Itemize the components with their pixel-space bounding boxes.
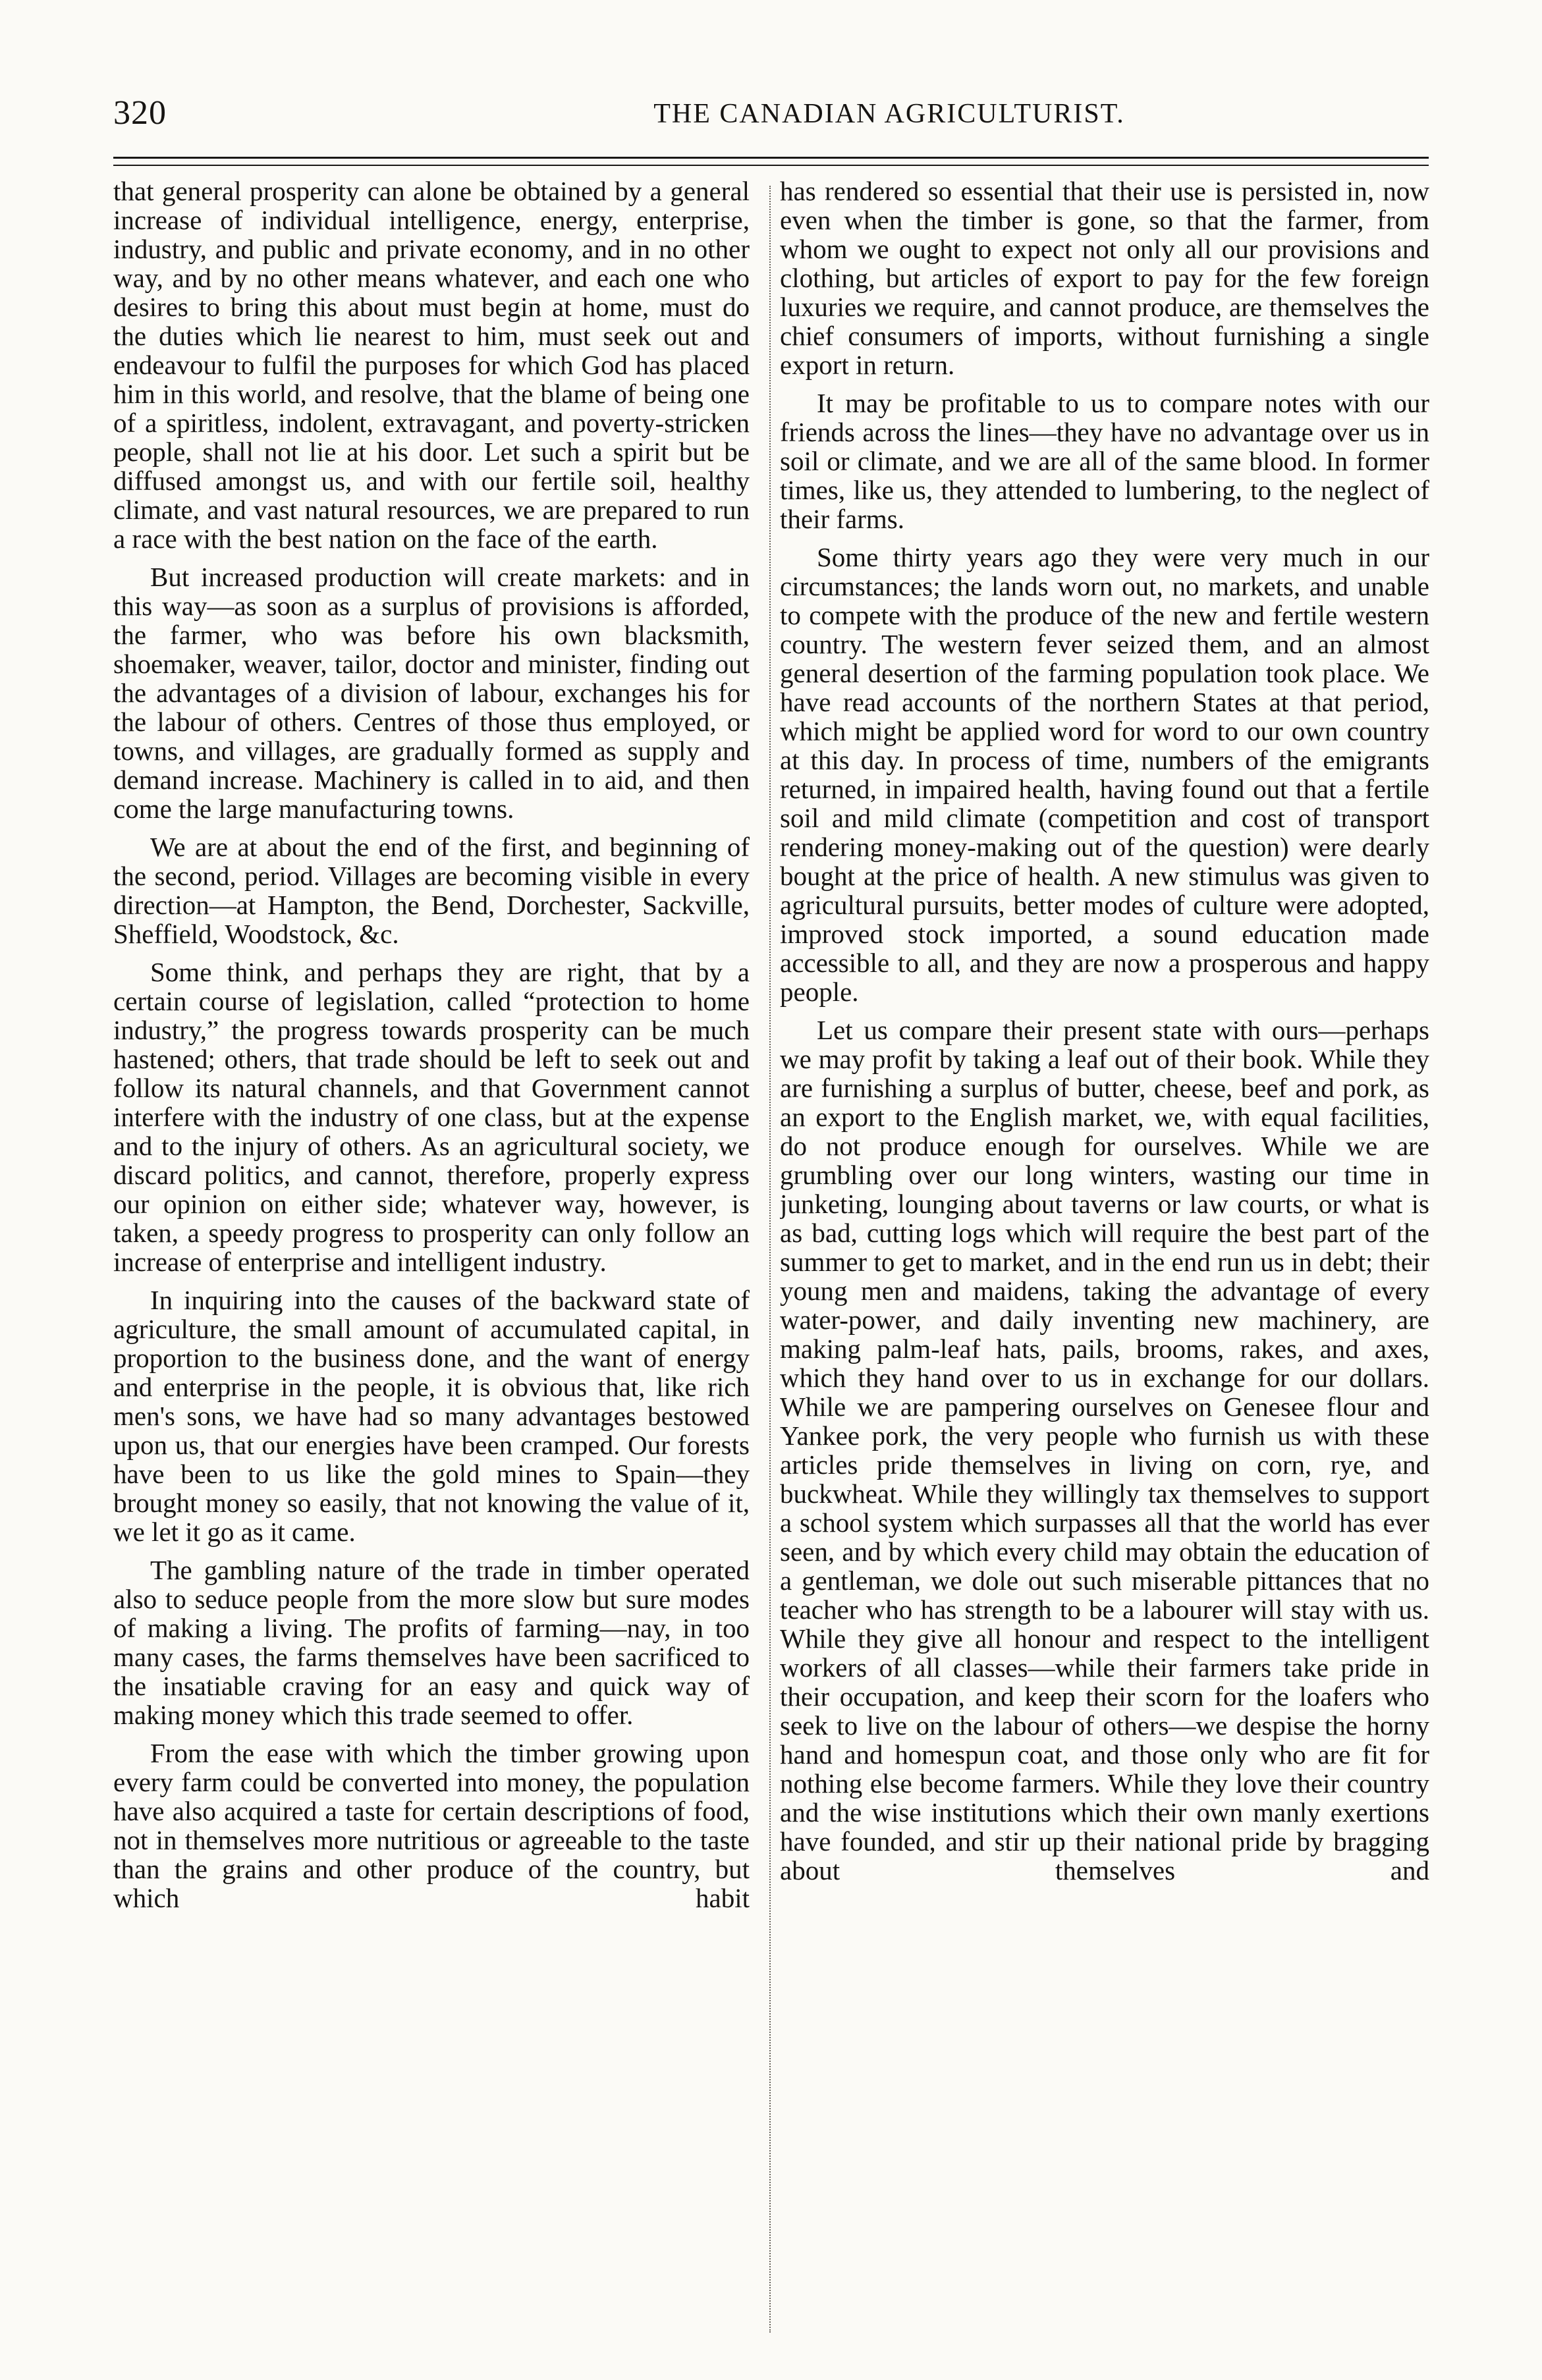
paragraph: Some thirty years ago they were very much in our circumstances; the lands worn out, no markets, and unable to compete with the produce of the new and fertile western country. The western fever seized them, and an almost general desertion of the farming population took place. We have read accounts of the northern States at that period, which might be applied word for word to our own country at this day. In process of time, numbers of the emigrants returned, in impaired health, having found out that a fertile soil and mild climate (competition and cost of transport rendering money-making out of the question) were dearly bought at the price of health. A new stimulus was given to agricultural pursuits, better modes of culture were adopted, improved stock imported, a sound education made accessible to all, and they are now a prosperous and happy people. <box>780 542 1429 1007</box>
paragraph: The gambling nature of the trade in timber operated also to seduce people from the more slow but sure modes of making a living. The profits of farming—nay, in too many cases, the farms themselves have been sacrificed to the insatiable craving for an easy and quick way of making money which this trade seemed to offer. <box>113 1555 750 1730</box>
paragraph: We are at about the end of the first, and beginning of the second, period. Villages are becoming visible in every direction—at Hampton, the Bend, Dorchester, Sackville, Sheffield, Woodstock, &c. <box>113 832 750 949</box>
paragraph: From the ease with which the timber growing upon every farm could be converted into money, the population have also acquired a taste for certain descriptions of food, not in themselves more nutritious or agreeable to the taste than the grains and other produce of the country, but which habit <box>113 1738 750 1913</box>
page-number: 320 <box>113 94 167 132</box>
header-rule-thin <box>113 165 1429 166</box>
header-rule-thick <box>113 157 1429 159</box>
left-column <box>113 176 750 2337</box>
paragraph: has rendered so essential that their use is persisted in, now even when the timber is gone, so that the farmer, from whom we ought to expect not only all our provisions and clothing, but articles of export to pay for the few foreign luxuries we require, and cannot produce, are themselves the chief consumers of imports, without furnishing a single export in return. <box>780 176 1429 380</box>
paragraph: It may be profitable to us to compare notes with our friends across the lines—they have no advantage over us in soil or climate, and we are all of the same blood. In former times, like us, they attended to lumbering, to the neglect of their farms. <box>780 388 1429 534</box>
column-divider <box>769 186 771 2333</box>
paragraph: But increased production will create markets: and in this way—as soon as a surplus of provisions is afforded, the farmer, who was before his own blacksmith, shoemaker, weaver, tailor, doctor and minister, finding out the advantages of a division of labour, exchanges his for the labour of others. Centres of those thus employed, or towns, and villages, are gradually formed as supply and demand increase. Machinery is called in to aid, and then come the large manufacturing towns. <box>113 562 750 824</box>
running-head: THE CANADIAN AGRICULTURIST. <box>653 99 1125 129</box>
paragraph: Some think, and perhaps they are right, that by a certain course of legislation, called “protection to home industry,” the progress towards prosperity can be much hastened; others, that trade should be left to seek out and follow its natural channels, and that Government cannot interfere with the industry of one class, but at the expense and to the injury of others. As an agricultural society, we discard politics, and cannot, therefore, properly express our opinion on either side; whatever way, however, is taken, a speedy progress to prosperity can only follow an increase of enterprise and intelligent industry. <box>113 957 750 1277</box>
paragraph: Let us compare their present state with ours—perhaps we may profit by taking a leaf out of their book. While they are furnishing a surplus of butter, cheese, beef and pork, as an export to the English market, we, with equal facilities, do not produce enough for ourselves. While we are grumbling over our long winters, wasting our time in junketing, lounging about taverns or law courts, or what is as bad, cutting logs which will require the best part of the summer to get to market, and in the end run us in debt; their young men and maidens, taking the advantage of every water-power, and daily inventing new machinery, are making palm-leaf hats, pails, brooms, rakes, and axes, which they hand over to us in exchange for our dollars. While we are pampering ourselves on Genesee flour and Yankee pork, the very people who furnish us with these articles pride themselves in living on corn, rye, and buckwheat. While they willingly tax themselves to support a school system which surpasses all that the world has ever seen, and by which every child may obtain the education of a gentleman, we dole out such miserable pittances that no teacher who has strength to be a labourer will stay with us. While they give all honour and respect to the intelligent workers of all classes—while their farmers take pride in their occupation, and keep their scorn for the loafers who seek to live on the labour of others—we despise the horny hand and homespun coat, and those only who are fit for nothing else become farmers. While they love their country and the wise institutions which their own manly exertions have founded, and stir up their national pride by bragging about themselves and <box>780 1015 1429 1885</box>
paragraph: that general prosperity can alone be obtained by a general increase of individual intelligence, energy, enterprise, industry, and public and private economy, and in no other way, and by no other means whatever, and each one who desires to bring this about must begin at home, must do the duties which lie nearest to him, must seek out and endeavour to fulfil the purposes for which God has placed him in this world, and resolve, that the blame of being one of a spiritless, indolent, extravagant, and poverty-stricken people, shall not lie at his door. Let such a spirit but be diffused amongst us, and with our fertile soil, healthy climate, and vast natural resources, we are prepared to run a race with the best nation on the face of the earth. <box>113 176 750 554</box>
right-column <box>780 176 1429 2337</box>
paragraph: In inquiring into the causes of the backward state of agriculture, the small amount of accumulated capital, in proportion to the business done, and the want of energy and enterprise in the people, it is obvious that, like rich men's sons, we have had so many advantages bestowed upon us, that our energies have been cramped. Our forests have been to us like the gold mines to Spain—they brought money so easily, that not knowing the value of it, we let it go as it came. <box>113 1285 750 1547</box>
